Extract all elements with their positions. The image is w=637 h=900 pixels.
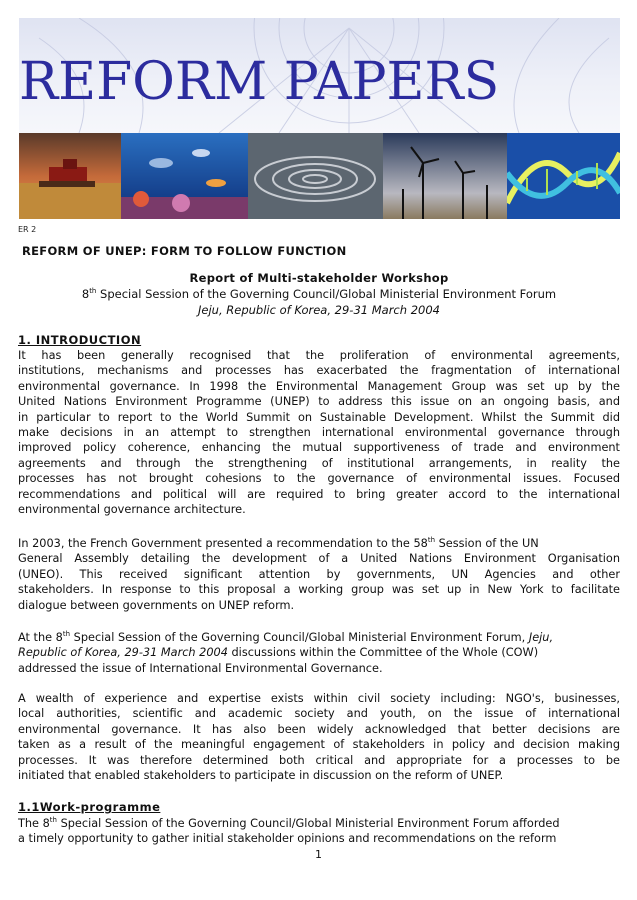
paragraph-line: It has been generally recognised that the proliferation of environmental agreements, <box>18 349 620 362</box>
paragraph-line: processes has not brought cohesions to the governance of environmental issues. Focused <box>18 472 620 486</box>
introduction-paragraph-2 <box>18 536 620 613</box>
text-run: The 8 <box>18 817 50 830</box>
paragraph-line: United Nations Environment Programme (UNEP) to address this issue on an ongoing basis, and <box>18 395 620 409</box>
header-banner <box>19 18 620 133</box>
paragraph-line: taken as a result of the meaningful engagement of stakeholders in policy and decision making <box>18 738 620 752</box>
banner-title: REFORM PAPERS <box>19 52 500 112</box>
work-programme-paragraph <box>18 816 620 847</box>
paragraph-line: improved policy coherence, enhancing the mutual supportiveness of trade and environment <box>18 441 620 455</box>
italic-run: Jeju, <box>528 631 554 644</box>
session-ordinal: 8 <box>81 287 90 301</box>
photo-strip <box>19 133 620 219</box>
session-text: Special Session of the Governing Council/Global Ministerial Environment Forum <box>96 287 557 301</box>
introduction-paragraph-1 <box>18 348 620 517</box>
section-heading-work-programme: 1.1Work-programme <box>18 800 161 814</box>
paragraph-line: processes. It was therefore determined both critical and appropriate for a processes to be <box>18 753 620 767</box>
ordinal-suffix: th <box>62 630 71 639</box>
page-number: 1 <box>315 848 322 861</box>
ordinal-suffix: th <box>427 536 436 545</box>
paragraph-line: initiated that enabled stakeholders to participate in discussion on the reform of UNEP. <box>18 768 504 782</box>
session-ordinal-suffix: th <box>89 287 97 296</box>
ordinal-suffix: th <box>49 816 57 825</box>
paragraph-line: environmental governance. In 1998 the Environmental Management Group was set up by the <box>18 379 620 393</box>
document-title: REFORM OF UNEP: FORM TO FOLLOW FUNCTION <box>22 244 347 258</box>
water-ripple-photo <box>248 133 383 219</box>
paragraph-line <box>18 645 620 660</box>
paragraph-line <box>18 816 620 831</box>
paragraph-line: environmental governance. It has also been widely acknowledged that better decisions are <box>18 722 620 736</box>
introduction-paragraph-4 <box>18 691 620 783</box>
paragraph-line: in particular to report to the World Summit on Sustainable Development. Whilst the Summit did <box>18 410 620 424</box>
section-heading-introduction: 1. INTRODUCTION <box>18 333 142 347</box>
paragraph-line: addressed the issue of International Environmental Governance. <box>18 661 383 675</box>
paragraph-line: A wealth of experience and expertise exists within civil society including: NGO's, businesses, <box>18 692 620 705</box>
text-run: discussions within the Committee of the Whole (COW) <box>227 646 539 660</box>
introduction-paragraph-3 <box>18 630 620 676</box>
paragraph-line: recommendations and political will are required to bring greater accord to the international <box>18 487 620 501</box>
session-line <box>19 286 619 302</box>
paragraph-line: a timely opportunity to gather initial stakeholder opinions and recommendations on the reform <box>18 832 557 846</box>
underwater-photo <box>121 133 248 219</box>
paragraph-line: agreements and through the strengthening of institutional arrangements, in reality the <box>18 456 620 470</box>
paragraph-line: (UNEO). This received significant attention by governments, UN Agencies and other <box>18 567 620 581</box>
paragraph-line: make decisions in an attempt to strengthen international environmental governance through <box>18 425 620 439</box>
paragraph-line: local authorities, scientific and academic society and youth, on the issue of international <box>18 707 620 721</box>
report-title: Report of Multi-stakeholder Workshop <box>189 271 449 285</box>
italic-run: Republic of Korea, 29-31 March 2004 <box>18 646 228 660</box>
paragraph-line <box>18 630 620 645</box>
series-label: ER 2 <box>18 225 37 234</box>
text-run: Special Session of the Governing Council/Global Ministerial Environment Forum, <box>70 631 529 644</box>
text-run: In 2003, the French Government presented a recommendation to the 58 <box>18 537 428 550</box>
text-run: Session of the UN <box>435 537 539 550</box>
dna-helix-photo <box>507 133 620 219</box>
paragraph-line: environmental governance architecture. <box>18 502 246 516</box>
paragraph-line <box>18 536 620 551</box>
paragraph-line: institutions, mechanisms and processes has exacerbated the fragmentation of international <box>18 364 620 378</box>
paragraph-line: General Assembly detailing the development of a United Nations Environment Organisation <box>18 552 620 566</box>
paragraph-line: dialogue between governments on UNEP reform. <box>18 598 295 612</box>
harvester-photo <box>19 133 121 219</box>
paragraph-line: stakeholders. In response to this proposal a working group was set up in New York to facilitate <box>18 583 620 597</box>
text-run: At the 8 <box>18 631 63 644</box>
location-line: Jeju, Republic of Korea, 29-31 March 2004 <box>198 303 440 317</box>
wind-turbines-photo <box>383 133 507 219</box>
text-run: Special Session of the Governing Council/Global Ministerial Environment Forum afforded <box>56 817 560 830</box>
